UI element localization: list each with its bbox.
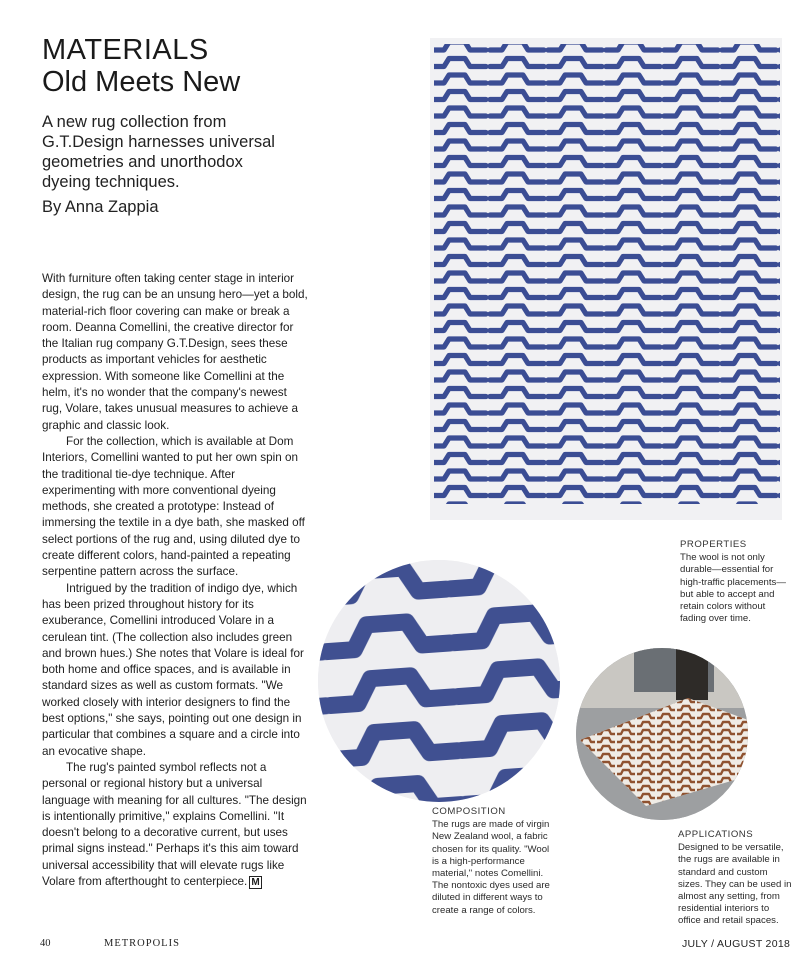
caption-composition-title: COMPOSITION <box>432 806 506 817</box>
rug-detail-closeup-photo <box>318 560 560 802</box>
magazine-name: METROPOLIS <box>104 938 180 949</box>
caption-composition <box>432 806 556 917</box>
caption-applications-text: Designed to be versatile, the rugs are available in standard and custom sizes. They can be used in almost any setting, from residential interiors to office and retail spaces. <box>678 842 792 927</box>
headline: Old Meets New <box>42 66 241 98</box>
indigo-serpentine-rug-photo <box>430 38 782 520</box>
article-paragraph <box>42 760 310 891</box>
issue-date: JULY / AUGUST 2018 <box>682 938 791 950</box>
caption-properties-text: The wool is not only durable—essential for high-traffic placements—but able to accept and retain colors without fading over time. <box>680 552 786 625</box>
article-paragraph-text: The rug's painted symbol reflects not a personal or regional history but a universal language with meaning for all cultures. "The design is intentionally primitive," explains Comellini. "It doesn't belong to a decorative current, but uses primal signs instead." Perhaps it's this aim toward universal accessibility that will elevate rugs like Volare from afterthought to centerpiece. <box>42 760 307 888</box>
article-paragraph: For the collection, which is available at Dom Interiors, Comellini wanted to put her own spin on the traditional tie-dye technique. After experimenting with more conventional dyeing methods, she created a prototype: Instead of immersing the textile in a dye bath, she masked off select portions of the rug and, using diluted dye to create different colors, hand-painted a repeating serpentine pattern across the surface. <box>42 434 305 579</box>
main-rug-photo <box>430 38 782 520</box>
page-number: 40 <box>40 938 51 949</box>
byline: By Anna Zappia <box>42 198 159 216</box>
caption-applications-title: APPLICATIONS <box>678 829 754 840</box>
caption-composition-text: The rugs are made of virgin New Zealand wool, a fabric chosen for its quality. "Wool is a high-performance material," notes Comellini. The nontoxic dyes used are diluted in different ways to create a range of colors. <box>432 819 550 916</box>
end-mark: M <box>251 876 260 888</box>
caption-properties-title: PROPERTIES <box>680 539 747 550</box>
article-paragraph: Intrigued by the tradition of indigo dye, which has been prized throughout history for its exuberance, Comellini introduced Volare in a cerulean tint. (The collection also includes green and brown hues.) She notes that Volare is ideal for both home and office spaces, and is available in standard sizes as well as custom formats. "We worked closely with interior designers to find the best options," she says, pointing out one design in particular that combines a square and a circle into an evocative shape. <box>42 581 304 758</box>
rug-detail-circle <box>318 560 560 802</box>
section-title: MATERIALS <box>42 34 209 66</box>
installed-rug-circle <box>576 648 748 820</box>
article-body <box>42 271 310 891</box>
article-paragraph: With furniture often taking center stage in interior design, the rug can be an unsung hero—yet a bold, material-rich floor covering can make or break a room. Deanna Comellini, the creative director for the Italian rug company G.T.Design, sees these products as important vehicles for aesthetic expression. With someone like Comellini at the helm, it's no wonder that the company's newest rug, Volare, takes unusual measures to achieve a graphic and classic look. <box>42 272 308 432</box>
caption-properties <box>680 539 792 625</box>
deck: A new rug collection from G.T.Design harnesses universal geometries and unorthodox dyeing techniques. <box>42 113 275 191</box>
caption-applications <box>678 829 792 928</box>
brown-rug-on-floor-photo <box>576 648 748 820</box>
